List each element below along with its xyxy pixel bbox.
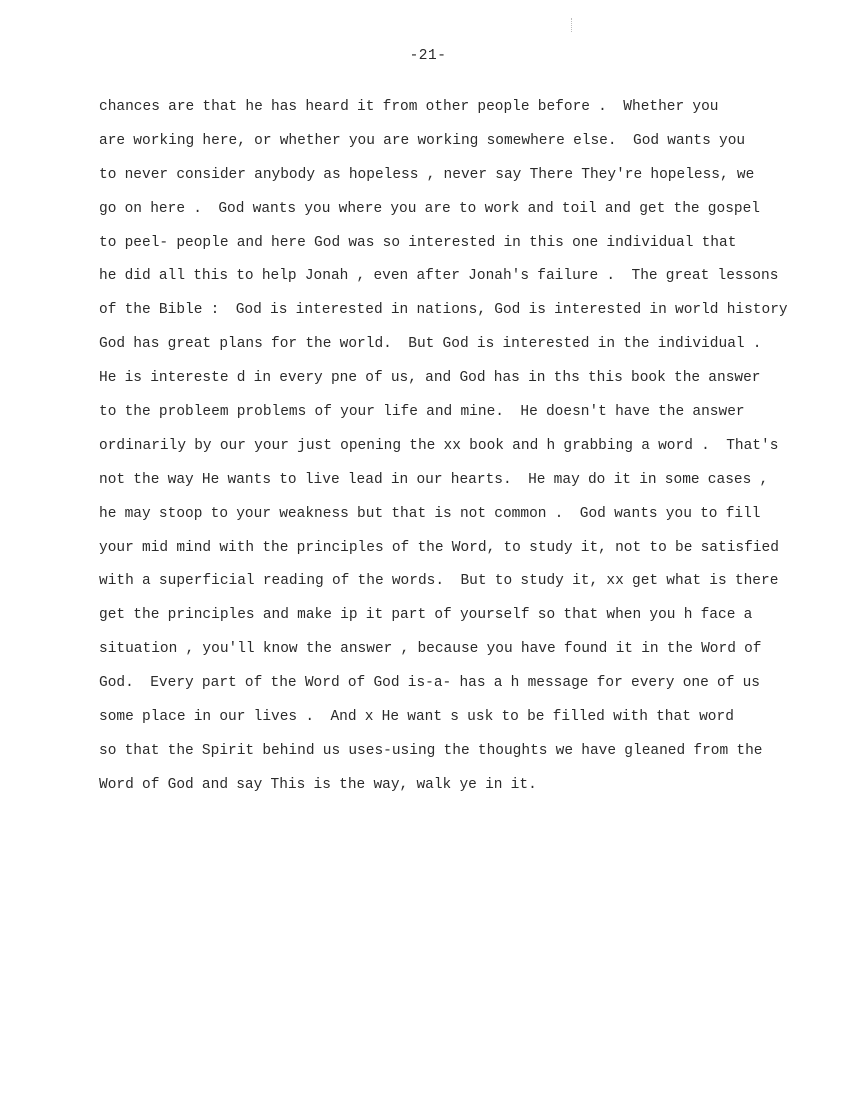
text-line: get the principles and make ip it part of yourself so that when you h face a	[99, 607, 753, 624]
text-line: with a superficial reading of the words. But to study it, xx get what is there	[99, 573, 779, 590]
text-line: he may stoop to your weakness but that is not common . God wants you to fill	[99, 505, 761, 522]
text-line: He is intereste d in every pne of us, and God has in ths this book the answer	[99, 370, 761, 387]
text-line: are working here, or whether you are working somewhere else. God wants you	[99, 132, 746, 149]
text-line: of the Bible : God is interested in nations, God is interested in world history	[99, 302, 788, 319]
text-line: some place in our lives . And x He want s usk to be filled with that word	[99, 709, 734, 726]
scan-speck	[571, 18, 573, 32]
page-number: -21-	[409, 48, 447, 64]
text-line: Word of God and say This is the way, walk ye in it.	[99, 776, 537, 793]
text-line: to never consider anybody as hopeless , never say There They're hopeless, we	[99, 166, 755, 183]
text-line: to peel- people and here God was so interested in this one individual that	[99, 234, 737, 251]
text-line: situation , you'll know the answer , because you have found it in the Word of	[99, 641, 762, 658]
text-line: so that the Spirit behind us uses-using the thoughts we have gleaned from the	[99, 742, 763, 759]
text-line: God. Every part of the Word of God is-a- has a h message for every one of us	[99, 675, 761, 692]
text-line: God has great plans for the world. But God is interested in the individual .	[99, 336, 762, 353]
text-line: your mid mind with the principles of the Word, to study it, not to be satisfied	[99, 539, 779, 556]
text-line: go on here . God wants you where you are to work and toil and get the gospel	[99, 200, 761, 217]
text-line: ordinarily by our your just opening the xx book and h grabbing a word . That's	[99, 437, 779, 454]
text-line: he did all this to help Jonah , even after Jonah's failure . The great lessons	[99, 268, 779, 285]
text-line: not the way He wants to live lead in our hearts. He may do it in some cases ,	[99, 471, 769, 488]
body-text	[99, 97, 819, 809]
text-line: to the probleem problems of your life and mine. He doesn't have the answer	[99, 404, 745, 421]
text-line: chances are that he has heard it from other people before . Whether you	[99, 99, 719, 115]
